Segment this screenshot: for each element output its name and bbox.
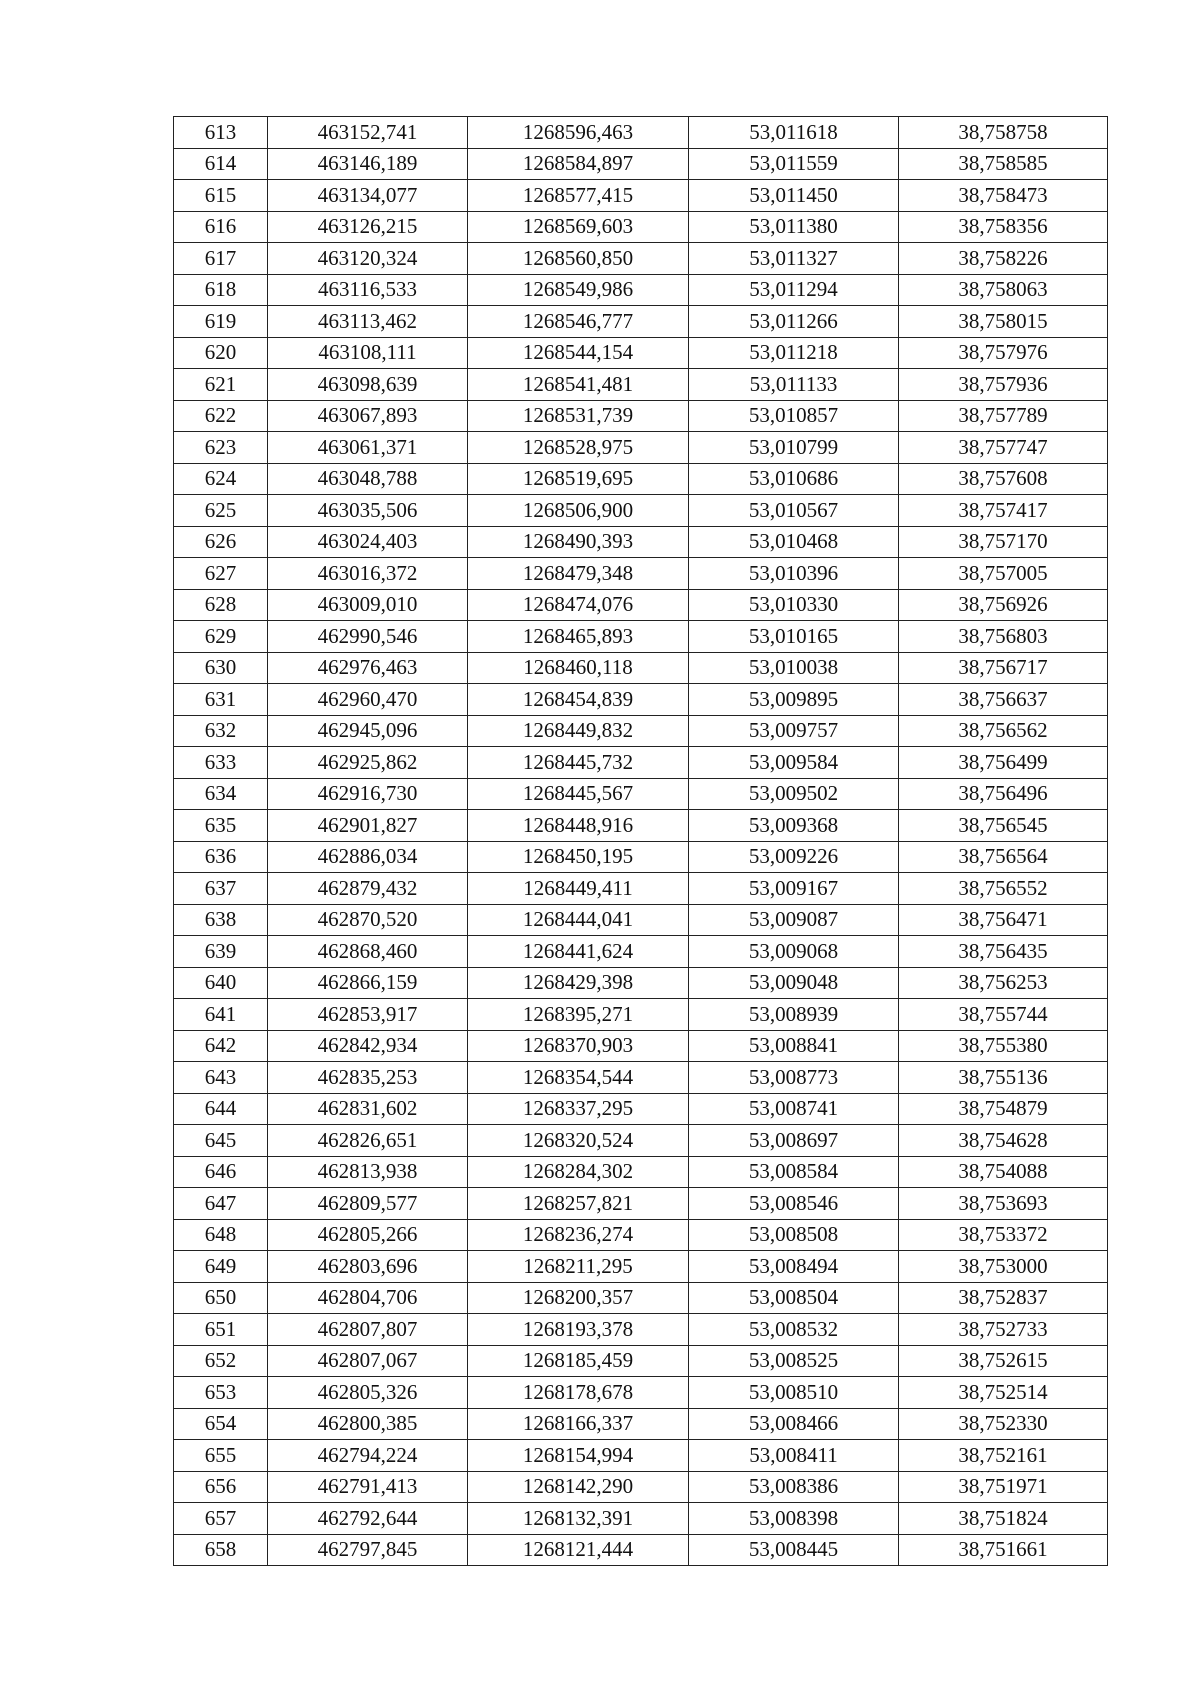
point-number-cell: 635 [174,810,268,842]
latitude-cell: 53,008773 [689,1062,899,1094]
longitude-cell: 38,753693 [899,1188,1108,1220]
coordinates-table-body [174,117,1108,1566]
point-number-cell: 626 [174,526,268,558]
table-row [174,810,1108,842]
coord-y-cell: 1268569,603 [468,211,689,243]
coord-x-cell: 463067,893 [268,400,468,432]
point-number-cell: 625 [174,495,268,527]
longitude-cell: 38,756496 [899,778,1108,810]
coord-y-cell: 1268320,524 [468,1125,689,1157]
latitude-cell: 53,010330 [689,589,899,621]
latitude-cell: 53,011450 [689,180,899,212]
table-row [174,1534,1108,1566]
point-number-cell: 618 [174,274,268,306]
longitude-cell: 38,756564 [899,841,1108,873]
coord-x-cell: 462792,644 [268,1503,468,1535]
table-row [174,1062,1108,1094]
table-row [174,117,1108,149]
latitude-cell: 53,009068 [689,936,899,968]
latitude-cell: 53,008697 [689,1125,899,1157]
point-number-cell: 648 [174,1219,268,1251]
table-row [174,967,1108,999]
coord-y-cell: 1268531,739 [468,400,689,432]
latitude-cell: 53,008841 [689,1030,899,1062]
coord-x-cell: 462835,253 [268,1062,468,1094]
point-number-cell: 613 [174,117,268,149]
longitude-cell: 38,756253 [899,967,1108,999]
coord-y-cell: 1268337,295 [468,1093,689,1125]
latitude-cell: 53,011380 [689,211,899,243]
point-number-cell: 624 [174,463,268,495]
latitude-cell: 53,010396 [689,558,899,590]
coord-y-cell: 1268211,295 [468,1251,689,1283]
table-row [174,621,1108,653]
point-number-cell: 628 [174,589,268,621]
coord-x-cell: 462842,934 [268,1030,468,1062]
longitude-cell: 38,756637 [899,684,1108,716]
coord-x-cell: 462794,224 [268,1440,468,1472]
longitude-cell: 38,755136 [899,1062,1108,1094]
longitude-cell: 38,752514 [899,1377,1108,1409]
table-row [174,904,1108,936]
coord-y-cell: 1268465,893 [468,621,689,653]
table-row [174,873,1108,905]
table-row [174,1125,1108,1157]
longitude-cell: 38,756435 [899,936,1108,968]
longitude-cell: 38,751661 [899,1534,1108,1566]
coord-x-cell: 462807,067 [268,1345,468,1377]
coord-y-cell: 1268506,900 [468,495,689,527]
coord-y-cell: 1268429,398 [468,967,689,999]
longitude-cell: 38,752330 [899,1408,1108,1440]
latitude-cell: 53,010857 [689,400,899,432]
point-number-cell: 643 [174,1062,268,1094]
table-row [174,1251,1108,1283]
table-row [174,684,1108,716]
point-number-cell: 645 [174,1125,268,1157]
coord-x-cell: 463035,506 [268,495,468,527]
coord-y-cell: 1268541,481 [468,369,689,401]
latitude-cell: 53,009226 [689,841,899,873]
latitude-cell: 53,008504 [689,1282,899,1314]
latitude-cell: 53,009757 [689,715,899,747]
coord-x-cell: 463016,372 [268,558,468,590]
longitude-cell: 38,756803 [899,621,1108,653]
point-number-cell: 656 [174,1471,268,1503]
longitude-cell: 38,752161 [899,1440,1108,1472]
coord-x-cell: 462870,520 [268,904,468,936]
coord-x-cell: 462797,845 [268,1534,468,1566]
latitude-cell: 53,008546 [689,1188,899,1220]
latitude-cell: 53,010165 [689,621,899,653]
coord-x-cell: 463108,111 [268,337,468,369]
point-number-cell: 657 [174,1503,268,1535]
coord-y-cell: 1268577,415 [468,180,689,212]
point-number-cell: 633 [174,747,268,779]
table-row [174,778,1108,810]
latitude-cell: 53,009584 [689,747,899,779]
longitude-cell: 38,753000 [899,1251,1108,1283]
longitude-cell: 38,755380 [899,1030,1108,1062]
longitude-cell: 38,755744 [899,999,1108,1031]
latitude-cell: 53,011327 [689,243,899,275]
longitude-cell: 38,753372 [899,1219,1108,1251]
latitude-cell: 53,011559 [689,148,899,180]
coord-y-cell: 1268444,041 [468,904,689,936]
longitude-cell: 38,754088 [899,1156,1108,1188]
latitude-cell: 53,011294 [689,274,899,306]
coord-x-cell: 462868,460 [268,936,468,968]
coord-y-cell: 1268528,975 [468,432,689,464]
coord-y-cell: 1268121,444 [468,1534,689,1566]
latitude-cell: 53,008398 [689,1503,899,1535]
latitude-cell: 53,009502 [689,778,899,810]
table-row [174,1314,1108,1346]
table-row [174,148,1108,180]
table-row [174,1219,1108,1251]
coord-x-cell: 462976,463 [268,652,468,684]
table-row [174,1503,1108,1535]
longitude-cell: 38,757417 [899,495,1108,527]
latitude-cell: 53,011266 [689,306,899,338]
coord-x-cell: 462804,706 [268,1282,468,1314]
latitude-cell: 53,008584 [689,1156,899,1188]
point-number-cell: 614 [174,148,268,180]
longitude-cell: 38,756499 [899,747,1108,779]
coord-y-cell: 1268519,695 [468,463,689,495]
table-row [174,243,1108,275]
coord-x-cell: 463009,010 [268,589,468,621]
coord-y-cell: 1268596,463 [468,117,689,149]
point-number-cell: 653 [174,1377,268,1409]
longitude-cell: 38,758758 [899,117,1108,149]
point-number-cell: 637 [174,873,268,905]
longitude-cell: 38,756545 [899,810,1108,842]
point-number-cell: 627 [174,558,268,590]
table-row [174,841,1108,873]
point-number-cell: 650 [174,1282,268,1314]
latitude-cell: 53,010567 [689,495,899,527]
coord-x-cell: 462831,602 [268,1093,468,1125]
longitude-cell: 38,758063 [899,274,1108,306]
coord-x-cell: 462813,938 [268,1156,468,1188]
coord-x-cell: 462826,651 [268,1125,468,1157]
point-number-cell: 644 [174,1093,268,1125]
table-row [174,337,1108,369]
table-row [174,1471,1108,1503]
coord-x-cell: 462791,413 [268,1471,468,1503]
latitude-cell: 53,011133 [689,369,899,401]
table-row [174,652,1108,684]
coord-y-cell: 1268142,290 [468,1471,689,1503]
coord-y-cell: 1268490,393 [468,526,689,558]
coord-y-cell: 1268445,567 [468,778,689,810]
table-row [174,558,1108,590]
coord-y-cell: 1268560,850 [468,243,689,275]
point-number-cell: 623 [174,432,268,464]
coord-y-cell: 1268454,839 [468,684,689,716]
latitude-cell: 53,008532 [689,1314,899,1346]
point-number-cell: 649 [174,1251,268,1283]
longitude-cell: 38,757747 [899,432,1108,464]
longitude-cell: 38,751824 [899,1503,1108,1535]
table-row [174,999,1108,1031]
point-number-cell: 639 [174,936,268,968]
coord-x-cell: 463113,462 [268,306,468,338]
coord-y-cell: 1268474,076 [468,589,689,621]
longitude-cell: 38,758226 [899,243,1108,275]
longitude-cell: 38,758015 [899,306,1108,338]
table-row [174,1093,1108,1125]
coord-y-cell: 1268178,678 [468,1377,689,1409]
table-row [174,1282,1108,1314]
table-row [174,747,1108,779]
longitude-cell: 38,756926 [899,589,1108,621]
table-row [174,274,1108,306]
coord-x-cell: 463024,403 [268,526,468,558]
latitude-cell: 53,008939 [689,999,899,1031]
coord-y-cell: 1268132,391 [468,1503,689,1535]
table-row [174,1377,1108,1409]
coord-y-cell: 1268448,916 [468,810,689,842]
longitude-cell: 38,754628 [899,1125,1108,1157]
coord-x-cell: 463116,533 [268,274,468,306]
coord-x-cell: 463120,324 [268,243,468,275]
latitude-cell: 53,008466 [689,1408,899,1440]
longitude-cell: 38,752733 [899,1314,1108,1346]
coord-x-cell: 462945,096 [268,715,468,747]
table-row [174,1156,1108,1188]
latitude-cell: 53,009895 [689,684,899,716]
coord-x-cell: 463146,189 [268,148,468,180]
table-row [174,369,1108,401]
coord-y-cell: 1268546,777 [468,306,689,338]
point-number-cell: 617 [174,243,268,275]
coord-x-cell: 462809,577 [268,1188,468,1220]
longitude-cell: 38,757005 [899,558,1108,590]
coord-x-cell: 462800,385 [268,1408,468,1440]
coord-x-cell: 462805,326 [268,1377,468,1409]
point-number-cell: 629 [174,621,268,653]
longitude-cell: 38,756552 [899,873,1108,905]
latitude-cell: 53,008386 [689,1471,899,1503]
latitude-cell: 53,008510 [689,1377,899,1409]
point-number-cell: 636 [174,841,268,873]
latitude-cell: 53,010799 [689,432,899,464]
coord-x-cell: 462853,917 [268,999,468,1031]
coord-x-cell: 462960,470 [268,684,468,716]
coord-y-cell: 1268460,118 [468,652,689,684]
point-number-cell: 630 [174,652,268,684]
coord-y-cell: 1268236,274 [468,1219,689,1251]
longitude-cell: 38,757976 [899,337,1108,369]
table-row [174,306,1108,338]
point-number-cell: 651 [174,1314,268,1346]
coord-x-cell: 462990,546 [268,621,468,653]
latitude-cell: 53,011618 [689,117,899,149]
point-number-cell: 615 [174,180,268,212]
point-number-cell: 619 [174,306,268,338]
longitude-cell: 38,758356 [899,211,1108,243]
coord-y-cell: 1268449,411 [468,873,689,905]
coord-x-cell: 462866,159 [268,967,468,999]
longitude-cell: 38,751971 [899,1471,1108,1503]
latitude-cell: 53,008741 [689,1093,899,1125]
point-number-cell: 620 [174,337,268,369]
longitude-cell: 38,757789 [899,400,1108,432]
latitude-cell: 53,008494 [689,1251,899,1283]
coord-y-cell: 1268450,195 [468,841,689,873]
point-number-cell: 622 [174,400,268,432]
point-number-cell: 646 [174,1156,268,1188]
coord-x-cell: 462807,807 [268,1314,468,1346]
coordinates-table [173,116,1108,1566]
table-row [174,589,1108,621]
latitude-cell: 53,011218 [689,337,899,369]
point-number-cell: 658 [174,1534,268,1566]
coord-y-cell: 1268200,357 [468,1282,689,1314]
table-row [174,1030,1108,1062]
table-row [174,211,1108,243]
table-row [174,463,1108,495]
point-number-cell: 640 [174,967,268,999]
longitude-cell: 38,757936 [899,369,1108,401]
point-number-cell: 642 [174,1030,268,1062]
coord-x-cell: 462879,432 [268,873,468,905]
point-number-cell: 641 [174,999,268,1031]
table-row [174,1440,1108,1472]
coord-y-cell: 1268370,903 [468,1030,689,1062]
latitude-cell: 53,009048 [689,967,899,999]
coord-x-cell: 463048,788 [268,463,468,495]
coord-x-cell: 462803,696 [268,1251,468,1283]
coord-x-cell: 462925,862 [268,747,468,779]
latitude-cell: 53,010038 [689,652,899,684]
coord-y-cell: 1268479,348 [468,558,689,590]
coord-y-cell: 1268185,459 [468,1345,689,1377]
table-row [174,1408,1108,1440]
coord-x-cell: 463126,215 [268,211,468,243]
point-number-cell: 654 [174,1408,268,1440]
point-number-cell: 632 [174,715,268,747]
longitude-cell: 38,757608 [899,463,1108,495]
longitude-cell: 38,758585 [899,148,1108,180]
point-number-cell: 616 [174,211,268,243]
latitude-cell: 53,010686 [689,463,899,495]
coord-y-cell: 1268549,986 [468,274,689,306]
table-row [174,715,1108,747]
coord-x-cell: 462901,827 [268,810,468,842]
coord-y-cell: 1268544,154 [468,337,689,369]
point-number-cell: 652 [174,1345,268,1377]
coord-x-cell: 462805,266 [268,1219,468,1251]
coord-y-cell: 1268154,994 [468,1440,689,1472]
table-row [174,400,1108,432]
coord-y-cell: 1268441,624 [468,936,689,968]
coord-x-cell: 462886,034 [268,841,468,873]
coord-x-cell: 463061,371 [268,432,468,464]
longitude-cell: 38,752837 [899,1282,1108,1314]
coord-x-cell: 463152,741 [268,117,468,149]
coord-y-cell: 1268395,271 [468,999,689,1031]
coord-y-cell: 1268354,544 [468,1062,689,1094]
point-number-cell: 655 [174,1440,268,1472]
latitude-cell: 53,008508 [689,1219,899,1251]
table-row [174,936,1108,968]
latitude-cell: 53,008411 [689,1440,899,1472]
coord-y-cell: 1268257,821 [468,1188,689,1220]
latitude-cell: 53,009368 [689,810,899,842]
latitude-cell: 53,009167 [689,873,899,905]
longitude-cell: 38,756471 [899,904,1108,936]
longitude-cell: 38,757170 [899,526,1108,558]
point-number-cell: 638 [174,904,268,936]
coord-y-cell: 1268166,337 [468,1408,689,1440]
longitude-cell: 38,756717 [899,652,1108,684]
coord-y-cell: 1268584,897 [468,148,689,180]
coord-x-cell: 462916,730 [268,778,468,810]
table-row [174,495,1108,527]
longitude-cell: 38,752615 [899,1345,1108,1377]
table-row [174,1345,1108,1377]
coord-y-cell: 1268445,732 [468,747,689,779]
longitude-cell: 38,754879 [899,1093,1108,1125]
coord-x-cell: 463134,077 [268,180,468,212]
longitude-cell: 38,758473 [899,180,1108,212]
table-row [174,526,1108,558]
coord-x-cell: 463098,639 [268,369,468,401]
coord-y-cell: 1268284,302 [468,1156,689,1188]
table-row [174,1188,1108,1220]
longitude-cell: 38,756562 [899,715,1108,747]
latitude-cell: 53,009087 [689,904,899,936]
point-number-cell: 621 [174,369,268,401]
coord-y-cell: 1268193,378 [468,1314,689,1346]
latitude-cell: 53,008445 [689,1534,899,1566]
table-row [174,432,1108,464]
point-number-cell: 647 [174,1188,268,1220]
table-row [174,180,1108,212]
latitude-cell: 53,008525 [689,1345,899,1377]
point-number-cell: 634 [174,778,268,810]
point-number-cell: 631 [174,684,268,716]
coord-y-cell: 1268449,832 [468,715,689,747]
latitude-cell: 53,010468 [689,526,899,558]
